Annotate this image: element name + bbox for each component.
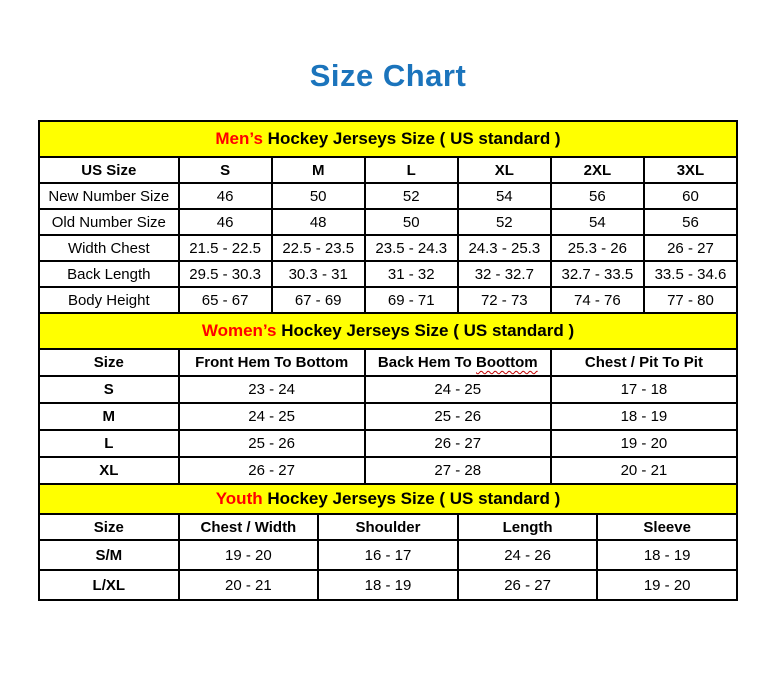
womens-col-header bbox=[365, 349, 551, 376]
youth-banner-rest: Hockey Jerseys Size ( US standard ) bbox=[267, 489, 561, 508]
value-cell: 19 - 20 bbox=[597, 570, 737, 600]
value-cell: 30.3 - 31 bbox=[272, 261, 365, 287]
value-cell: 27 - 28 bbox=[365, 457, 551, 484]
mens-col-header: 2XL bbox=[551, 157, 644, 183]
back-hem-misspelled-word: Boottom bbox=[476, 354, 538, 371]
value-cell: 46 bbox=[179, 209, 272, 235]
value-cell: 23 - 24 bbox=[179, 376, 365, 403]
value-cell: 72 - 73 bbox=[458, 287, 551, 313]
value-cell: 29.5 - 30.3 bbox=[179, 261, 272, 287]
youth-col-header: Sleeve bbox=[597, 514, 737, 540]
value-cell: 48 bbox=[272, 209, 365, 235]
page-title: Size Chart bbox=[309, 58, 467, 93]
mens-col-header: US Size bbox=[39, 157, 179, 183]
row-label: Back Length bbox=[39, 261, 179, 287]
size-label: L bbox=[39, 430, 179, 457]
mens-col-header: 3XL bbox=[644, 157, 737, 183]
value-cell: 67 - 69 bbox=[272, 287, 365, 313]
mens-col-header: S bbox=[179, 157, 272, 183]
mens-banner-text bbox=[39, 121, 737, 157]
value-cell: 26 - 27 bbox=[179, 457, 365, 484]
youth-header-row bbox=[39, 514, 737, 540]
womens-col-header: Front Hem To Bottom bbox=[179, 349, 365, 376]
womens-size-table bbox=[38, 312, 738, 485]
value-cell: 23.5 - 24.3 bbox=[365, 235, 458, 261]
value-cell: 24 - 25 bbox=[365, 376, 551, 403]
mens-col-header: M bbox=[272, 157, 365, 183]
value-cell: 21.5 - 22.5 bbox=[179, 235, 272, 261]
value-cell: 60 bbox=[644, 183, 737, 209]
table-row bbox=[39, 183, 737, 209]
value-cell: 20 - 21 bbox=[179, 570, 319, 600]
value-cell: 56 bbox=[551, 183, 644, 209]
row-label: New Number Size bbox=[39, 183, 179, 209]
value-cell: 26 - 27 bbox=[644, 235, 737, 261]
womens-banner-rest: Hockey Jerseys Size ( US standard ) bbox=[281, 321, 575, 340]
womens-header-row bbox=[39, 349, 737, 376]
value-cell: 52 bbox=[365, 183, 458, 209]
value-cell: 16 - 17 bbox=[318, 540, 458, 570]
value-cell: 46 bbox=[179, 183, 272, 209]
mens-banner-highlight: Men’s bbox=[215, 129, 263, 148]
table-row bbox=[39, 570, 737, 600]
size-label: S bbox=[39, 376, 179, 403]
womens-banner bbox=[39, 313, 737, 349]
table-row bbox=[39, 457, 737, 484]
value-cell: 26 - 27 bbox=[458, 570, 598, 600]
value-cell: 18 - 19 bbox=[551, 403, 737, 430]
value-cell: 19 - 20 bbox=[179, 540, 319, 570]
value-cell: 32 - 32.7 bbox=[458, 261, 551, 287]
value-cell: 32.7 - 33.5 bbox=[551, 261, 644, 287]
back-hem-prefix: Back Hem To bbox=[377, 354, 472, 371]
value-cell: 33.5 - 34.6 bbox=[644, 261, 737, 287]
womens-col-header: Chest / Pit To Pit bbox=[551, 349, 737, 376]
row-label: Width Chest bbox=[39, 235, 179, 261]
table-row bbox=[39, 209, 737, 235]
mens-header-row bbox=[39, 157, 737, 183]
value-cell: 24.3 - 25.3 bbox=[458, 235, 551, 261]
mens-size-table bbox=[38, 120, 738, 314]
youth-col-header: Length bbox=[458, 514, 598, 540]
youth-col-header: Shoulder bbox=[318, 514, 458, 540]
table-row bbox=[39, 540, 737, 570]
youth-banner bbox=[39, 484, 737, 514]
value-cell: 25 - 26 bbox=[365, 403, 551, 430]
value-cell: 69 - 71 bbox=[365, 287, 458, 313]
table-row bbox=[39, 376, 737, 403]
size-label: M bbox=[39, 403, 179, 430]
womens-banner-highlight: Women’s bbox=[201, 321, 277, 340]
table-row bbox=[39, 430, 737, 457]
value-cell: 52 bbox=[458, 209, 551, 235]
value-cell: 22.5 - 23.5 bbox=[272, 235, 365, 261]
size-label: L/XL bbox=[39, 570, 179, 600]
mens-banner-rest: Hockey Jerseys Size ( US standard ) bbox=[267, 129, 561, 148]
value-cell: 74 - 76 bbox=[551, 287, 644, 313]
youth-banner-highlight: Youth bbox=[215, 489, 263, 508]
size-label: XL bbox=[39, 457, 179, 484]
table-row bbox=[39, 235, 737, 261]
youth-banner-text bbox=[39, 484, 737, 514]
value-cell: 24 - 26 bbox=[458, 540, 598, 570]
size-label: S/M bbox=[39, 540, 179, 570]
value-cell: 56 bbox=[644, 209, 737, 235]
value-cell: 54 bbox=[551, 209, 644, 235]
mens-col-header: L bbox=[365, 157, 458, 183]
row-label: Old Number Size bbox=[39, 209, 179, 235]
value-cell: 65 - 67 bbox=[179, 287, 272, 313]
value-cell: 50 bbox=[365, 209, 458, 235]
value-cell: 25.3 - 26 bbox=[551, 235, 644, 261]
value-cell: 54 bbox=[458, 183, 551, 209]
value-cell: 26 - 27 bbox=[365, 430, 551, 457]
value-cell: 31 - 32 bbox=[365, 261, 458, 287]
table-row bbox=[39, 287, 737, 313]
table-row bbox=[39, 403, 737, 430]
mens-banner bbox=[39, 121, 737, 157]
womens-banner-text bbox=[39, 313, 737, 349]
value-cell: 18 - 19 bbox=[597, 540, 737, 570]
value-cell: 17 - 18 bbox=[551, 376, 737, 403]
row-label: Body Height bbox=[39, 287, 179, 313]
table-row bbox=[39, 261, 737, 287]
value-cell: 24 - 25 bbox=[179, 403, 365, 430]
value-cell: 19 - 20 bbox=[551, 430, 737, 457]
value-cell: 25 - 26 bbox=[179, 430, 365, 457]
value-cell: 18 - 19 bbox=[318, 570, 458, 600]
youth-size-table bbox=[38, 483, 738, 601]
youth-col-header: Size bbox=[39, 514, 179, 540]
value-cell: 50 bbox=[272, 183, 365, 209]
value-cell: 20 - 21 bbox=[551, 457, 737, 484]
womens-col-header: Size bbox=[39, 349, 179, 376]
mens-col-header: XL bbox=[458, 157, 551, 183]
value-cell: 77 - 80 bbox=[644, 287, 737, 313]
youth-col-header: Chest / Width bbox=[179, 514, 319, 540]
